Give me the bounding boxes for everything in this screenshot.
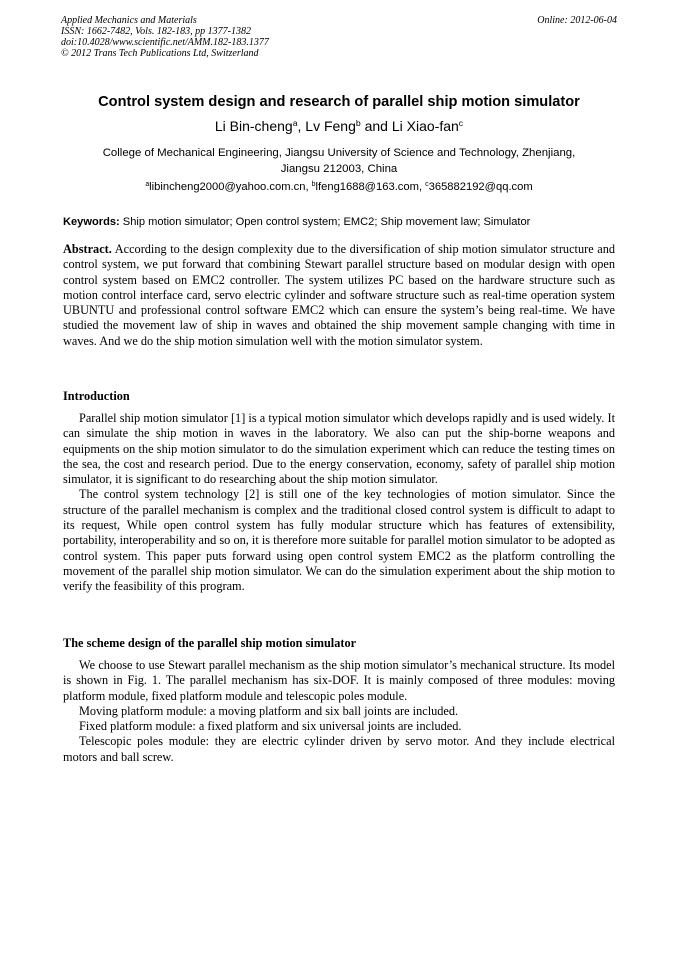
affiliation-line: College of Mechanical Engineering, Jiangsu University of Science and Technology, Zhenjiang, — [102, 147, 576, 159]
email-mark: b — [311, 181, 316, 189]
paragraph: Moving platform module: a moving platform and six ball joints are included. — [79, 703, 459, 718]
issn-line: ISSN: 1662-7482, Vols. 182-183, pp 1377-1382 — [61, 26, 251, 37]
paper-title: Control system design and research of parallel ship motion simulator — [98, 94, 580, 110]
author-name: Lv Feng — [305, 118, 356, 134]
author-mark: a — [292, 118, 298, 129]
affiliation-line: Jiangsu 212003, China — [280, 163, 398, 175]
author-mark: b — [355, 118, 361, 129]
affiliation — [60, 145, 618, 177]
author-name: Li Xiao-fan — [391, 118, 459, 134]
author-list — [40, 117, 638, 135]
journal-header — [61, 15, 617, 59]
paragraph: Fixed platform module: a fixed platform and six universal joints are included. — [79, 719, 462, 734]
section-heading: The scheme design of the parallel ship motion simulator — [63, 636, 357, 650]
author-separator: , — [297, 118, 306, 134]
author-mark: c — [458, 118, 464, 129]
abstract-label: Abstract. — [63, 242, 112, 256]
paragraph: Telescopic poles module: they are electric cylinder driven by servo motor. And they include electrical motors and ball screw. — [63, 734, 615, 764]
doi-line: doi:10.4028/www.scientific.net/AMM.182-183.1377 — [61, 37, 269, 48]
author-separator: and — [360, 118, 392, 134]
email-link[interactable]: lfeng1688@163.com — [315, 181, 419, 193]
online-date: Online: 2012-06-04 — [537, 15, 617, 26]
paragraph: We choose to use Stewart parallel mechanism as the ship motion simulator’s mechanical structure. Its model is shown in Fig. 1. The parallel mechanism has six-DOF. It is mainly composed of three modules: moving platform module, fixed platform module and telescopic poles module. — [63, 658, 615, 703]
email-mark: a — [145, 181, 150, 189]
journal-name: Applied Mechanics and Materials — [61, 15, 197, 26]
abstract — [63, 242, 615, 349]
keywords — [63, 215, 619, 229]
abstract-text: According to the design complexity due to the diversification of ship motion simulator structure and control system, we put forward that combining Stewart parallel structure based on modular design with open control system based on EMC2 controller. The system utilizes PC based on the hardware structure such as motion control interface card, servo electric cylinder and software structure such as real-time operation system UBUNTU and professional control software EMC2 which can ensure the system’s being real-time. We have studied the movement law of ship in waves and obtained the ship movement sample changing with time in waves. And we do the ship motion simulation well with the motion simulator system. — [63, 242, 615, 348]
section-body — [63, 411, 615, 595]
keywords-text: Ship motion simulator; Open control system; EMC2; Ship movement law; Simulator — [119, 216, 531, 228]
email-link[interactable]: 365882192@qq.com — [428, 181, 533, 193]
email-list — [40, 180, 638, 194]
email-link[interactable]: libincheng2000@yahoo.com.cn — [149, 181, 306, 193]
email-separator: , — [418, 181, 426, 193]
section-body — [63, 658, 615, 765]
section-heading: Introduction — [63, 389, 130, 403]
email-separator: , — [305, 181, 312, 193]
author-name: Li Bin-cheng — [214, 118, 293, 134]
email-mark: c — [425, 181, 429, 189]
paragraph: The control system technology [2] is still one of the key technologies of motion simulator. Since the structure of the parallel mechanism is complex and the traditional closed control system is difficult to adapt to its request, While open control system has fully modular structure which has features of extensibility, portability, interoperability and so on, it is therefore more suitable for parallel motion simulator to be adopted as control system. This paper puts forward using open control system EMC2 as the platform controlling the movement of the parallel ship motion simulator. We can do the simulation experiment about the ship motion to verify the feasibility of this program. — [63, 487, 615, 594]
copyright-line: © 2012 Trans Tech Publications Ltd, Switzerland — [61, 48, 259, 59]
paragraph: Parallel ship motion simulator [1] is a typical motion simulator which develops rapidly and is used widely. It can simulate the ship motion in waves in the laboratory. We also can put the ship-borne weapons and equipments on the ship motion simulator to do the simulation experiment which can reduce the testing times on the sea, the cost and research period. Due to the energy conservation, economy, safety of parallel ship motion simulator, it is significant to do researching about the ship motion simulator. — [63, 411, 615, 487]
keywords-label: Keywords: — [63, 216, 120, 228]
